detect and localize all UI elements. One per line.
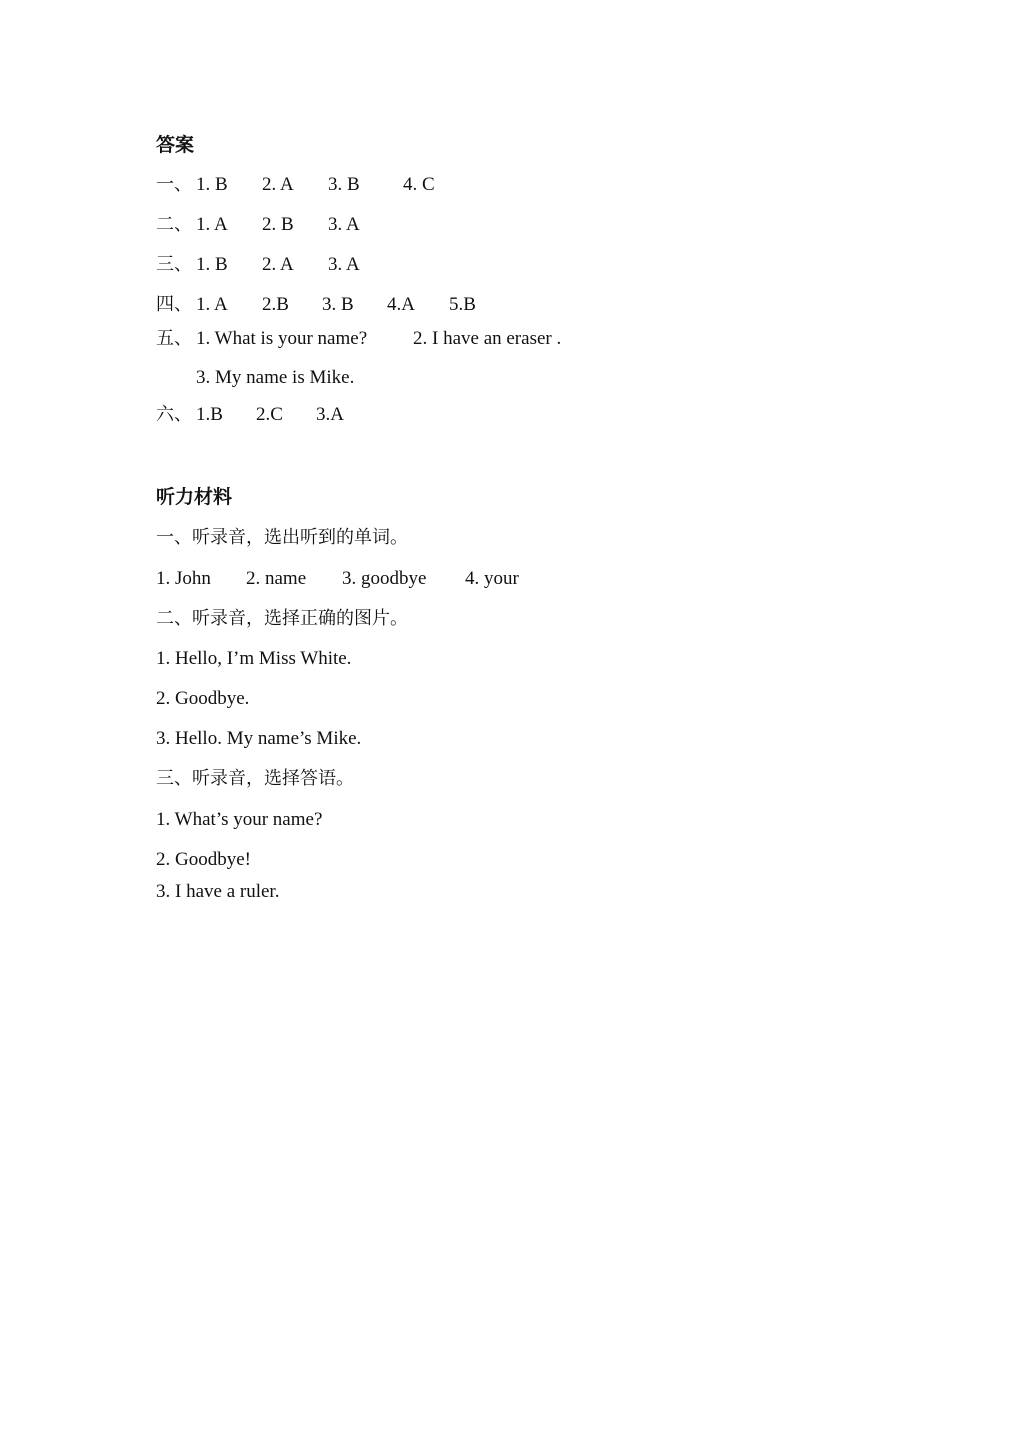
answer-row-6 [196, 366, 354, 390]
answer-row-prefix: 二、 [156, 214, 192, 235]
answer-item: 3.A [316, 404, 344, 425]
answer-item: 4. C [403, 174, 435, 195]
listening-word: 4. your [465, 568, 519, 589]
answer-row-prefix: 六、 [156, 404, 192, 425]
listening-word: 3. goodbye [342, 568, 427, 589]
answer-row-prefix: 五、 [156, 328, 192, 349]
answer-item: 2. A [262, 254, 294, 275]
answer-item: 2.B [262, 294, 289, 315]
listening-line: 2. Goodbye! [156, 849, 251, 870]
answer-row-1 [156, 173, 435, 197]
answer-item: 3. B [328, 174, 360, 195]
answer-item: 3. A [328, 214, 360, 235]
answer-item: 2. I have an eraser . [413, 328, 562, 349]
listening-line: 3. I have a ruler. [156, 881, 280, 902]
answer-row-5 [156, 327, 561, 351]
answer-item: 2.C [256, 404, 283, 425]
answer-item: 1. A [196, 214, 228, 235]
listening-line: 1. What’s your name? [156, 809, 323, 830]
answer-row-prefix: 四、 [156, 294, 192, 315]
listening-section-2-heading: 二、听录音，选择正确的图片。 [156, 608, 408, 629]
answer-item: 1. A [196, 294, 228, 315]
answer-item: 1.B [196, 404, 223, 425]
answer-row-prefix: 一、 [156, 174, 192, 195]
answer-item: 1. What is your name? [196, 328, 368, 349]
answer-item: 3. A [328, 254, 360, 275]
answer-item: 3. B [322, 294, 354, 315]
listening-word: 1. John [156, 568, 211, 589]
listening-line: 1. Hello, I’m Miss White. [156, 648, 352, 669]
listening-line: 3. Hello. My name’s Mike. [156, 728, 362, 749]
listening-section-1-items [156, 567, 519, 591]
answer-item: 1. B [196, 174, 228, 195]
listening-title: 听力材料 [156, 486, 233, 508]
answers-title: 答案 [156, 134, 195, 156]
answer-item: 4.A [387, 294, 415, 315]
listening-section-3-heading: 三、听录音，选择答语。 [156, 768, 354, 789]
answer-item: 5.B [449, 294, 476, 315]
listening-section-1-heading: 一、听录音，选出听到的单词。 [156, 527, 408, 548]
answer-row-2 [156, 213, 360, 237]
answer-item: 1. B [196, 254, 228, 275]
listening-word: 2. name [246, 568, 307, 589]
answer-row-4 [156, 293, 476, 317]
answer-row-7 [156, 403, 344, 427]
answer-row-prefix: 三、 [156, 254, 192, 275]
listening-line: 2. Goodbye. [156, 688, 250, 709]
answer-row-3 [156, 253, 360, 277]
answer-item: 2. A [262, 174, 294, 195]
answer-item: 2. B [262, 214, 294, 235]
answer-item: 3. My name is Mike. [196, 367, 355, 388]
